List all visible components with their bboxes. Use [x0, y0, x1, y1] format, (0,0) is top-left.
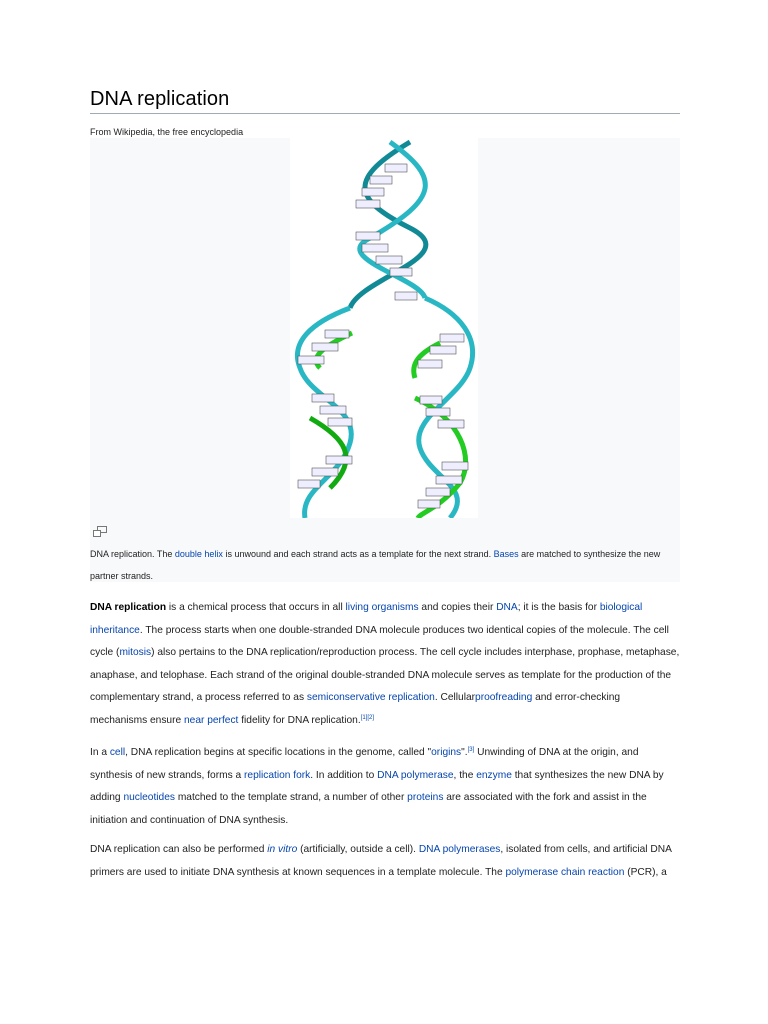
link-near-perfect[interactable]: near perfect	[184, 714, 239, 726]
link-dna-polymerases[interactable]: DNA polymerases	[418, 844, 501, 855]
link-nucleotides[interactable]: nucleotides	[123, 792, 175, 804]
link-proteins[interactable]: proteins	[407, 792, 444, 804]
link-in-vitro[interactable]: in vitro	[267, 844, 298, 855]
site-subtitle: From Wikipedia, the free encyclopedia	[90, 127, 244, 137]
paragraph-in-vitro: DNA replication can also be performed in vitro (artificially, outside a cell). DNA polymerases, isolated from cells, and artificial DNA primers are used to initiate DNA synthesis at known sequences in a template molecule. The polymerase chain reaction (PCR), a	[90, 844, 672, 878]
dna-helix-replication-diagram	[290, 138, 478, 518]
paragraph-intro: DNA replication is a chemical process that occurs in all living organisms and copies their DNA; it is the basis for biological inheritance. The process starts when one double-stranded DNA molecule produces two identical copies of the molecule. The cell cycle (mitosis) also pertains to the DNA replication/reproduction process. The cell cycle includes interphase, prophase, metaphase, anaphase, and telophase. Each strand of the original double-stranded DNA molecule serves as template for the production of the complementary strand, a process referred to as semiconservative replication. Cellularproofreading and error-checking mechanisms ensure near perfect fidelity for DNA replication.[1][2]	[90, 602, 680, 726]
link-double-helix[interactable]: double helix	[174, 549, 223, 559]
link-dna-polymerase[interactable]: DNA polymerase	[377, 769, 454, 781]
figure-caption: DNA replication. The double helix is unwound and each strand acts as a template for the next strand. Bases are matched to synthesize the new partner strands.	[90, 549, 661, 581]
link-biological-inheritance[interactable]: biological inheritance	[90, 602, 643, 636]
link-replication-fork[interactable]: replication fork	[244, 769, 311, 781]
paragraph-origins: In a cell, DNA replication begins at specific locations in the genome, called "origins".[3] Unwinding of DNA at the origin, and synthesis of new strands, forms a replication fork. In addition to DNA polymerase, the enzyme that synthesizes the new DNA by adding nucleotides matched to the template strand, a number of other proteins are associated with the fork and assist in the initiation and continuation of DNA synthesis.	[90, 747, 664, 826]
dna-replication-image[interactable]	[290, 138, 478, 518]
link-origins[interactable]: origins	[431, 747, 462, 758]
bold-term: DNA replication	[90, 602, 167, 613]
figure-thumbnail	[90, 138, 680, 582]
link-polymerase-chain-reaction[interactable]: polymerase chain reaction	[505, 866, 625, 878]
link-living-organisms[interactable]: living organisms	[345, 602, 419, 613]
link-mitosis[interactable]: mitosis	[119, 647, 152, 659]
link-cell[interactable]: cell	[109, 747, 126, 758]
reference-citation[interactable]: [3]	[467, 747, 475, 753]
link-proofreading[interactable]: proofreading	[475, 692, 533, 704]
page-title: DNA replication	[90, 88, 230, 110]
link-enzyme[interactable]: enzyme	[476, 769, 512, 781]
reference-citation[interactable]: [1][2]	[360, 714, 375, 721]
link-bases[interactable]: Bases	[493, 549, 519, 559]
link-dna[interactable]: DNA	[496, 602, 518, 613]
title-divider	[90, 113, 680, 114]
link-semiconservative-replication[interactable]: semiconservative replication	[306, 692, 435, 704]
enlarge-icon[interactable]	[93, 526, 107, 537]
